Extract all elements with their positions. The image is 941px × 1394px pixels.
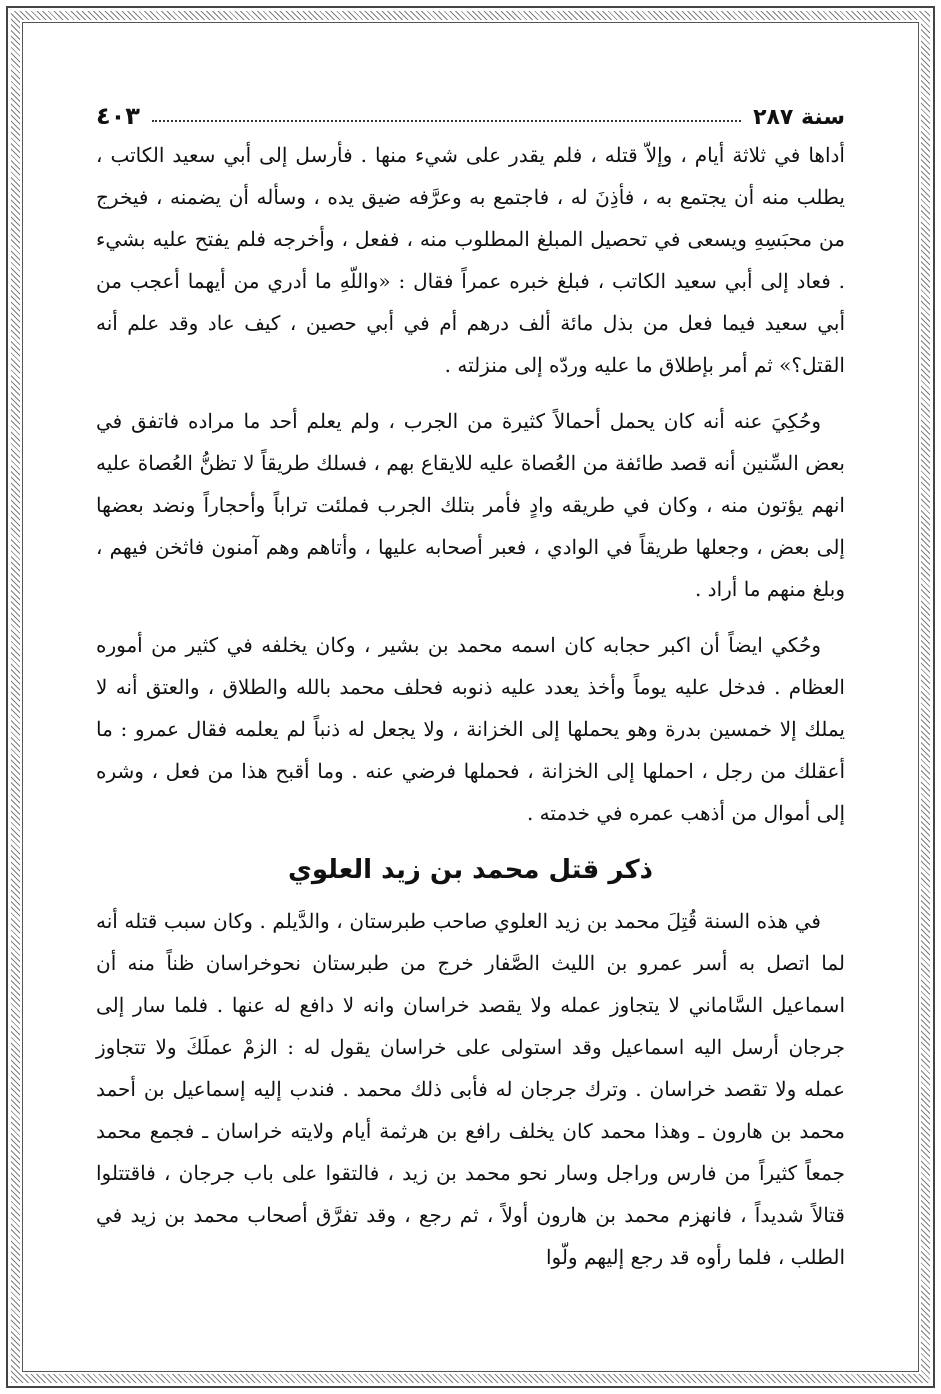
header-dotted-leader — [152, 120, 741, 122]
page-number: ٤٠٣ — [96, 102, 140, 130]
body-text — [96, 134, 845, 1278]
page-content — [96, 88, 845, 1354]
year-heading: سنة ٢٨٧ — [753, 105, 845, 130]
paragraph: وحُكي ايضاً أن اكبر حجابه كان اسمه محمد بن بشير ، وكان يخلفه في كثير من أموره العظام . فدخل عليه يوماً وأخذ يعدد عليه ذنوبه فحلف محمد بالله والطلاق ، والعتق أنه لا يملك إلا خمسين بدرة وهو يحملها إلى الخزانة ، ولا يجعل له ذنباً لم يعلمه فقال عمرو : ما أعقلك من رجل ، احملها إلى الخزانة ، فحملها فرضي عنه . وما أقبح هذا من فعل ، وشره إلى أموال من أذهب عمره في خدمته . — [96, 633, 845, 825]
paragraph: أداها في ثلاثة أيام ، وإلاّ قتله ، فلم يقدر على شيء منها . فأرسل إلى أبي سعيد الكاتب ، يطلب منه أن يجتمع به ، فأذِنَ له ، فاجتمع به وعرَّفه ضيق يده ، وسأله أن يضمنه ، فيخرج من محبَسِهِ ويسعى في تحصيل المبلغ المطلوب منه ، ففعل ، وأخرجه فلم يفتح عليه بشيء . فعاد إلى أبي سعيد الكاتب ، فبلغ خبره عمراً فقال : «واللّهِ ما أدري من أيهما أعجب من أبي سعيد فيما فعل من بذل مائة ألف درهم أم في أبي حصين ، كيف عاد وقد علم أنه القتل؟» ثم أمر بإطلاق ما عليه وردّه إلى منزلته . — [96, 143, 845, 377]
running-header — [96, 88, 845, 130]
paragraph: وحُكِيَ عنه أنه كان يحمل أحمالاً كثيرة من الجرب ، ولم يعلم أحد ما مراده فاتفق في بعض السِّنين أنه قصد طائفة من العُصاة عليه للايقاع بهم ، فسلك طريقاً لا تظنُّ العُصاة عليه انهم يؤتون منه ، وكان في طريقه وادٍ فأمر بتلك الجرب فملئت تراباً وأحجاراً ونضد بعضها إلى بعض ، وجعلها طريقاً في الوادي ، فعبر أصحابه عليها ، وأتاهم وهم آمنون فاثخن فيهم ، وبلغ منهم ما أراد . — [96, 409, 845, 601]
section-paragraph: في هذه السنة قُتِلَ محمد بن زيد العلوي صاحب طبرستان ، والدَّيلم . وكان سبب قتله أنه لما اتصل به أسر عمرو بن الليث الصَّفار خرج من طبرستان نحوخراسان ظناً منه أن اسماعيل السَّاماني لا يتجاوز عمله ولا يقصد خراسان وانه لا دافع له عنها . فلما سار إلى جرجان أرسل اليه اسماعيل وقد استولى على خراسان يقول له : الزمْ عملَكَ ولا تتجاوز عمله ولا تقصد خراسان . وترك جرجان له فأبى ذلك محمد . فندب إليه إسماعيل بن أحمد محمد بن هارون ـ وهذا محمد كان يخلف رافع بن هرثمة أيام ولايته خراسان ـ فجمع محمد جمعاً كثيراً من فارس وراجل وسار نحو محمد بن زيد ، فالتقوا على باب جرجان ، فاقتتلوا قتالاً شديداً ، فانهزم محمد بن هارون أولاً ، ثم رجع ، وقد تفرَّق أصحاب محمد بن زيد في الطلب ، فلما رأوه قد رجع إليهم ولّوا — [96, 909, 845, 1269]
section-title: ذكر قتل محمد بن زيد العلوي — [287, 855, 654, 885]
